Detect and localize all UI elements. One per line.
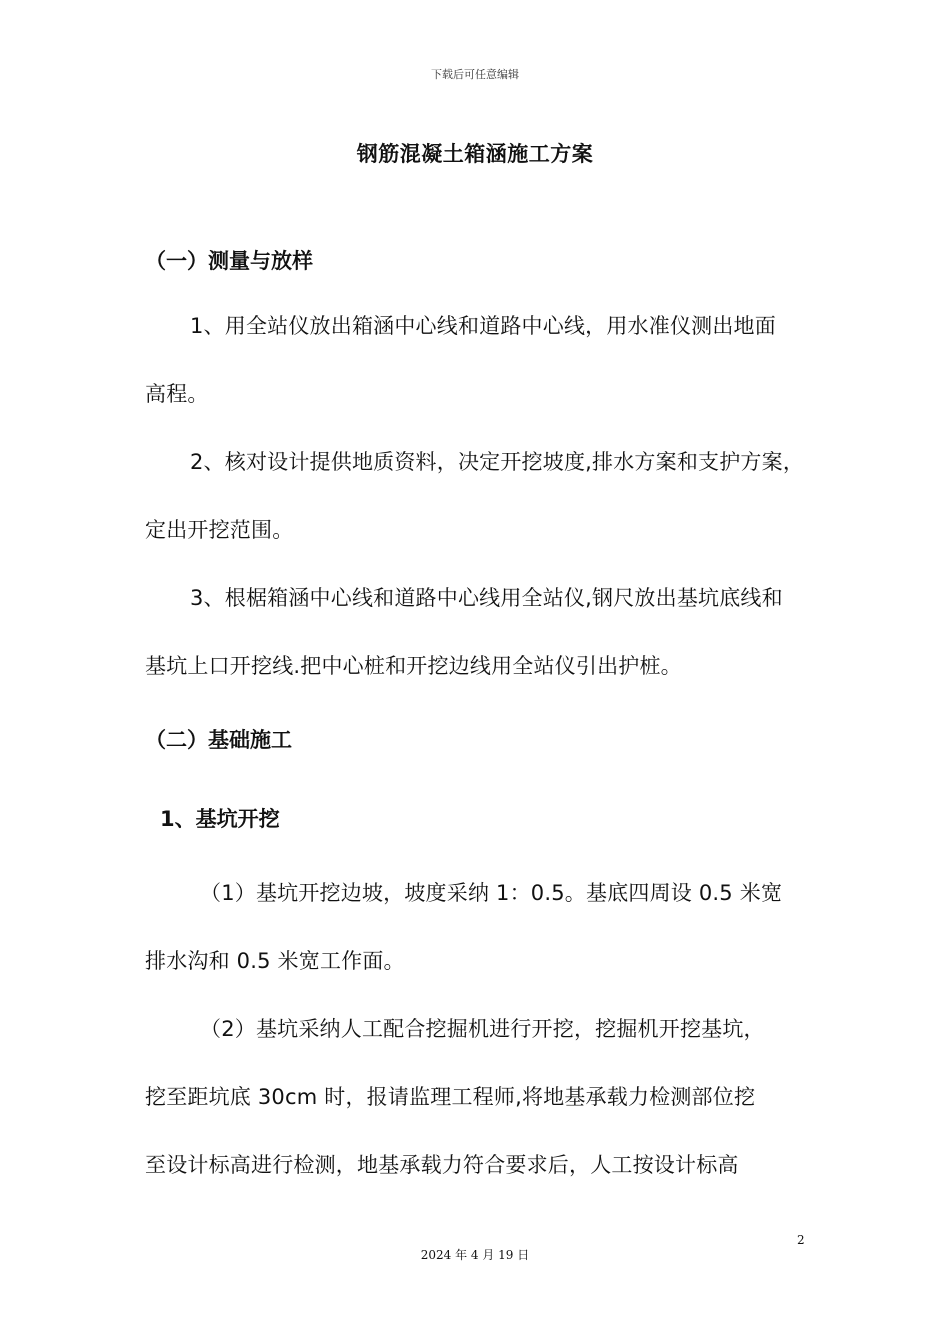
page-number: 2 (797, 1233, 805, 1247)
paragraph-line: 至设计标高进行检测，地基承载力符合要求后，人工按设计标高 (145, 1153, 739, 1177)
paragraph-line: 排水沟和 0.5 米宽工作面。 (145, 949, 405, 973)
paragraph-line: 定出开挖范围。 (145, 518, 294, 542)
paragraph-line: 3、根椐箱涵中心线和道路中心线用全站仪,钢尺放出基坑底线和 (190, 586, 783, 610)
paragraph-line: （1）基坑开挖边坡，坡度采纳 1：0.5。基底四周设 0.5 米宽 (200, 881, 783, 905)
document-title: 钢筋混凝土箱涵施工方案 (356, 142, 594, 166)
paragraph-line: 2、核对设计提供地质资料，决定开挖坡度,排水方案和支护方案， (190, 450, 805, 474)
paragraph-line: 挖至距坑底 30cm 时，报请监理工程师,将地基承载力检测部位挖 (145, 1085, 756, 1109)
paragraph-line: 基坑上口开挖线.把中心桩和开挖边线用全站仪引出护桩。 (145, 654, 682, 678)
section-heading-survey: （一）测量与放样 (145, 249, 313, 273)
paragraph-line: （2）基坑采纳人工配合挖掘机进行开挖，挖掘机开挖基坑， (200, 1017, 765, 1041)
footer-date: 2024 年 4 月 19 日 (420, 1248, 530, 1262)
section-heading-foundation: （二）基础施工 (145, 728, 292, 752)
header-note: 下载后可任意编辑 (431, 68, 519, 81)
subsection-heading-excavation: 1、基坑开挖 (160, 807, 280, 831)
paragraph-line: 高程。 (145, 382, 209, 406)
paragraph-line: 1、用全站仪放出箱涵中心线和道路中心线，用水准仪测出地面 (190, 314, 776, 338)
